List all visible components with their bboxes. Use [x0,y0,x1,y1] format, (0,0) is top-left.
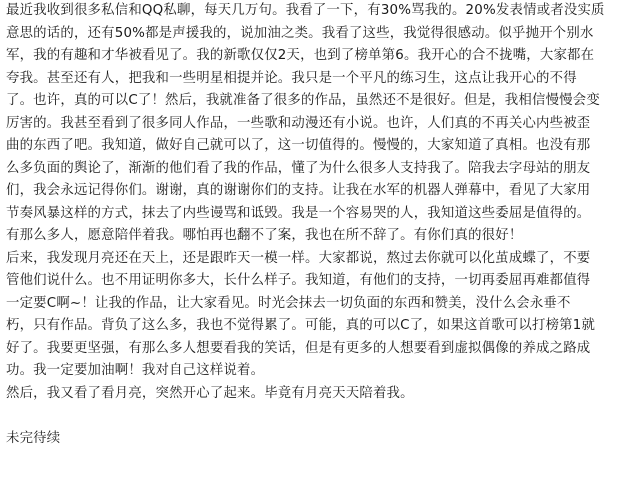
text-line-16: 好了。我要更坚强，有那么多人想要看我的笑话，但是有更多的人想要看到虚拟偶像的养成之路成 [6,340,591,356]
text-line-11: 有那么多人，愿意陪伴着我。哪怕再也翻不了案，我也在所不辞了。有你们真的很好！ [6,228,523,243]
text-line-9: 们，我会永远记得你们。谢谢，真的谢谢你们的支持。让我在水军的机器人弹幕中，看见了大家用 [6,183,591,198]
text-line-12: 后来，我发现月亮还在天上，还是跟昨天一模一样。大家都说，熬过去你就可以化茧成蝶了，不要 [6,250,591,266]
text-line-18: 然后，我又看了看月亮，突然开心了起来。毕竟有月亮天天陪着我。 [6,385,414,401]
text-line-6: 厉害的。我甚至看到了很多同人作品，一些歌和动漫还有小说。也许，人们真的不再关心内些被歪 [6,115,591,131]
to-be-continued-note: 未完待续 [6,430,61,446]
text-line-8: 么多负面的舆论了，渐渐的他们看了我的作品，懂了为什么很多人支持我了。陪我去字母站的朋友 [6,160,591,176]
text-line-5: 了。也许，真的可以C了！然后，我就准备了很多的作品，虽然还不是很好。但是，我相信慢慢会变 [6,93,600,108]
text-line-10: 节奏风暴这样的方式，抹去了内些谩骂和诋毁。我是一个容易哭的人，我知道这些委屈是值得的。 [6,205,591,221]
text-line-17: 功。我一定要加油啊！我对自己这样说着。 [6,363,265,378]
text-line-14: 一定要C啊~！让我的作品，让大家看见。时光会抹去一切负面的东西和赞美，没什么会永垂不 [6,295,571,311]
text-line-7: 曲的东西了吧。我知道，做好自己就可以了，这一切值得的。慢慢的，大家知道了真相。也没有那 [6,138,591,153]
text-line-3: 军，我的有趣和才华被看见了。我的新歌仅仅2天，也到了榜单第6。我开心的合不拢嘴，大家都在 [6,48,595,63]
text-line-4: 夸我。甚至还有人，把我和一些明星相提并论。我只是一个平凡的练习生，这点让我开心的不得 [6,70,577,86]
paragraph-spacer [6,405,632,428]
text-line-13: 管他们说什么。也不用证明你多大，长什么样子。我知道，有他们的支持，一切再委屈再难都值得 [6,273,591,288]
text-line-2: 意思的话的，还有50%都是声援我的，说加油之类。我看了这些，我觉得很感动。似乎抛开个别水 [6,25,594,41]
text-line-1: 最近我收到很多私信和QQ私聊，每天几万句。我看了一下，有30%骂我的。20%发表情或者没实质 [6,3,605,18]
document-body [6,0,632,450]
text-line-15: 朽，只有作品。背负了这么多，我也不觉得累了。可能，真的可以C了，如果这首歌可以打榜第1就 [6,318,596,333]
